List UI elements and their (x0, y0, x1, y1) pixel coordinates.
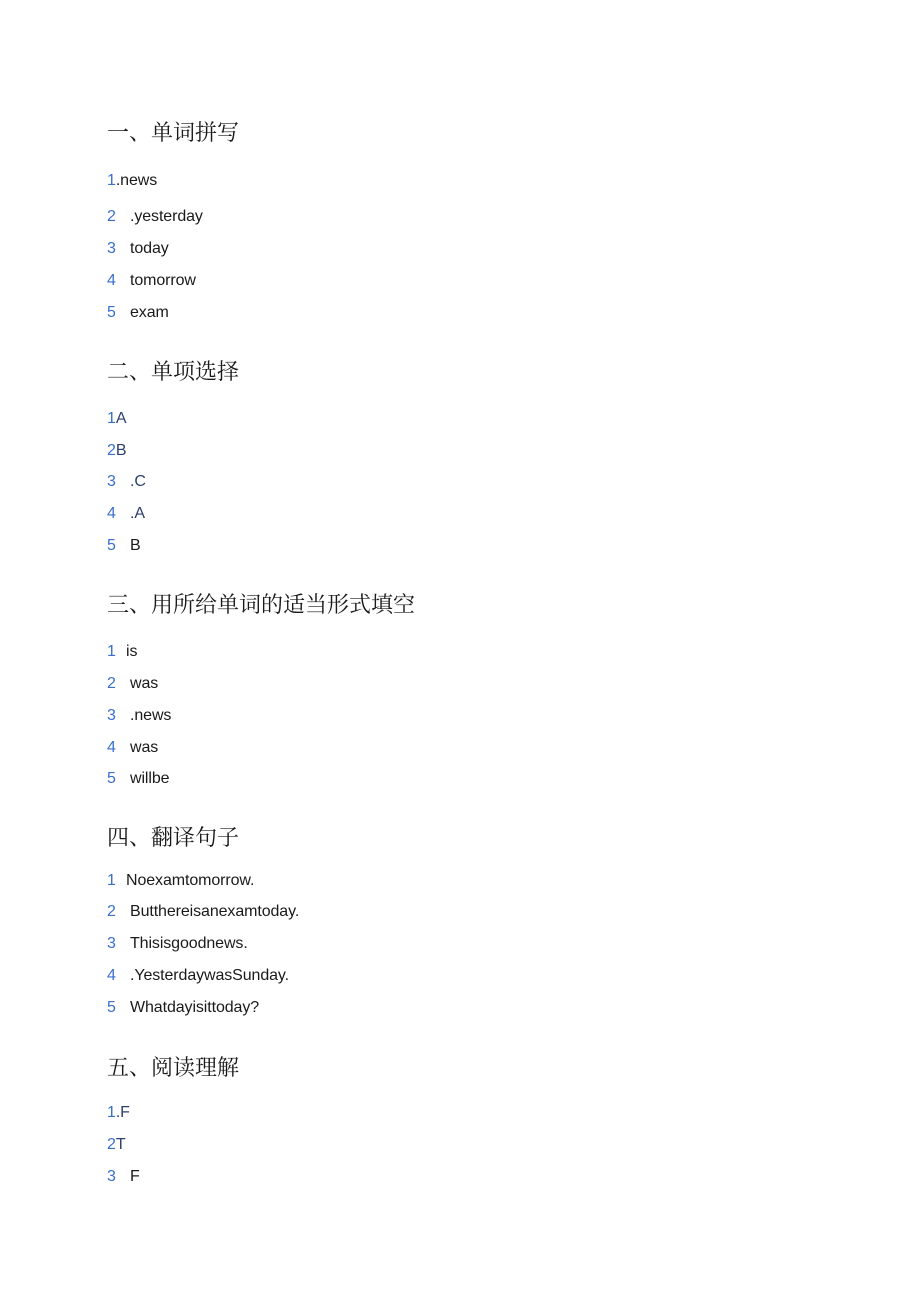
item-answer: .YesterdaywasSunday. (130, 967, 289, 984)
item-answer: Noexamtomorrow. (126, 872, 255, 889)
item-answer: willbe (130, 770, 170, 787)
answer-item (107, 504, 145, 524)
answer-item (107, 409, 126, 429)
item-number: 2 (107, 208, 116, 225)
answer-item (107, 207, 203, 227)
answer-item (107, 674, 158, 694)
item-number: 5 (107, 537, 116, 554)
section-4-title: 四、翻译句子 (107, 826, 240, 851)
item-number: 2 (107, 675, 116, 692)
item-number: 5 (107, 304, 116, 321)
item-answer: .news (130, 707, 172, 724)
item-number: 2 (107, 442, 116, 459)
item-number: 1 (107, 872, 116, 889)
section-2-title: 二、单项选择 (107, 360, 240, 385)
item-answer: A (115, 410, 127, 427)
item-answer: exam (130, 304, 169, 321)
answer-item (107, 536, 141, 556)
item-answer: .C (130, 473, 146, 490)
item-answer: F (130, 1168, 140, 1185)
answer-item (107, 769, 169, 789)
item-answer: Thisisgoodnews. (130, 935, 248, 952)
item-answer: Butthereisanexamtoday. (130, 903, 300, 920)
item-number: 1 (107, 410, 116, 427)
answer-item (107, 239, 169, 259)
item-number: 5 (107, 770, 116, 787)
answer-item (107, 966, 289, 986)
item-number: 2 (107, 903, 116, 920)
section-1-title: 一、单词拼写 (107, 121, 240, 146)
item-answer: .yesterday (130, 208, 203, 225)
answer-item (107, 642, 137, 662)
item-number: 3 (107, 1168, 116, 1185)
answer-item (107, 171, 157, 191)
answer-item (107, 738, 158, 758)
section-5-title: 五、阅读理解 (107, 1056, 240, 1081)
item-number: 5 (107, 999, 116, 1016)
item-answer: was (130, 739, 159, 756)
item-number: 4 (107, 272, 116, 289)
answer-item (107, 998, 259, 1018)
item-answer: is (126, 643, 138, 660)
item-answer: today (130, 240, 169, 257)
item-answer: .F (115, 1104, 130, 1121)
answer-item (107, 271, 196, 291)
answer-item (107, 1135, 126, 1155)
item-number: 3 (107, 240, 116, 257)
answer-item (107, 472, 146, 492)
answer-item (107, 441, 126, 461)
item-number: 3 (107, 707, 116, 724)
answer-item (107, 871, 254, 891)
item-number: 4 (107, 505, 116, 522)
item-answer: Whatdayisittoday? (130, 999, 260, 1016)
answer-item (107, 303, 169, 323)
item-answer: tomorrow (130, 272, 196, 289)
item-number: 1 (107, 172, 116, 189)
answer-item (107, 1167, 140, 1187)
answer-item (107, 934, 248, 954)
item-answer: T (115, 1136, 126, 1153)
item-number: 4 (107, 967, 116, 984)
item-answer: was (130, 675, 159, 692)
item-number: 1 (107, 1104, 116, 1121)
item-number: 3 (107, 935, 116, 952)
answer-item (107, 706, 171, 726)
item-answer: .A (130, 505, 145, 522)
section-3-title: 三、用所给单词的适当形式填空 (107, 593, 416, 618)
answer-item (107, 1103, 130, 1123)
answer-item (107, 902, 299, 922)
item-answer: .news (115, 172, 158, 189)
item-number: 3 (107, 473, 116, 490)
item-number: 1 (107, 643, 116, 660)
item-number: 2 (107, 1136, 116, 1153)
item-answer: B (130, 537, 141, 554)
item-answer: B (115, 442, 127, 459)
item-number: 4 (107, 739, 116, 756)
